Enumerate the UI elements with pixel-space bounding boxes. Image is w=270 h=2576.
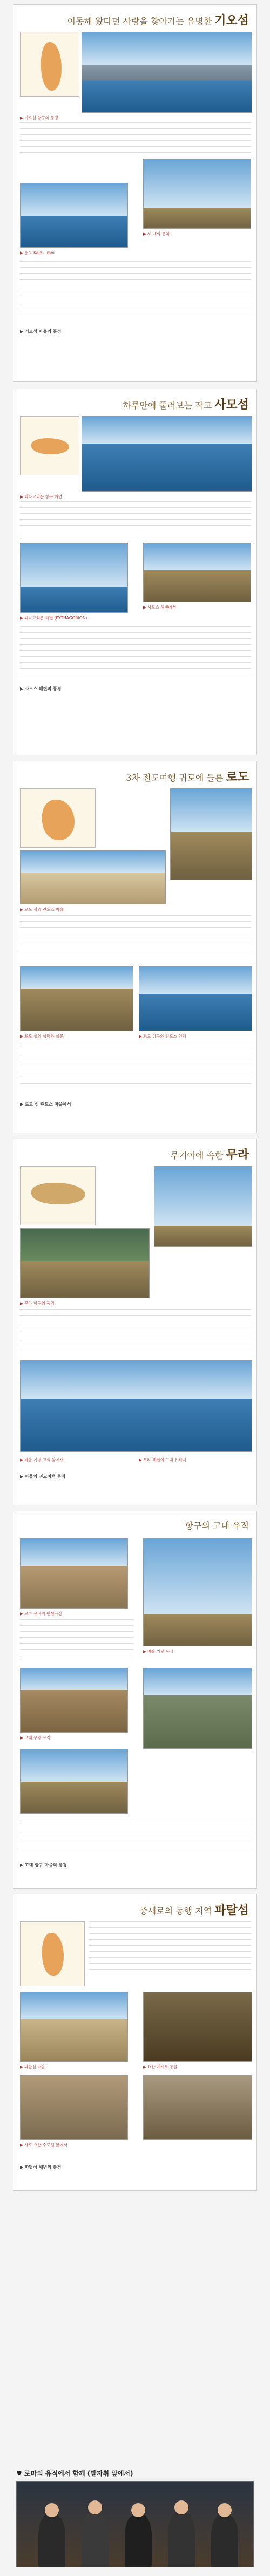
caption-3: ▶ 로도 항구와 린도스 언덕	[139, 1034, 186, 1039]
section-1	[13, 4, 257, 382]
section-3	[13, 761, 257, 1133]
caption-2: ▶ 요한 계시록 동굴	[143, 2064, 178, 2069]
body-text-2	[20, 261, 251, 321]
title-prefix: 하루만에 둘러보는 작고	[123, 400, 212, 411]
section-5	[13, 1511, 257, 1889]
section-note: ▶ 사모스 해변의 풍경	[20, 686, 62, 691]
island-map	[20, 416, 79, 475]
title-main: 무라	[226, 1148, 249, 1162]
section-2	[13, 389, 257, 755]
section-note: ▶ 기오섬 마을의 풍경	[20, 329, 62, 334]
body-text-2	[20, 626, 251, 675]
island-map	[20, 32, 79, 97]
coast-photo	[20, 1360, 252, 1452]
caption-1: ▶ 무라 항구의 풍경	[20, 1301, 55, 1306]
title-main: 로도	[226, 770, 249, 784]
body-text-1	[20, 122, 251, 155]
title-main: 기오섬	[214, 13, 249, 28]
title-prefix: 항구의 고대 유적	[185, 1521, 249, 1531]
town-photo	[20, 850, 166, 904]
title-prefix: 이동해 왔다던 사랑을 찾아가는 유명한	[67, 16, 212, 26]
caption-2: ▶ 피타고리온 해변 (PYTHAGORION)	[20, 616, 87, 621]
sailboat-photo	[20, 543, 128, 613]
title-prefix: 루기아에 속한	[170, 1150, 224, 1161]
body-text-2	[20, 1819, 251, 1851]
title-prefix: 3차 전도여행 귀로에 들른	[126, 773, 224, 783]
harbor-photo	[139, 966, 252, 1031]
windmill-photo	[143, 159, 251, 229]
section-3-title	[14, 768, 257, 785]
title-main: 파탈섬	[214, 1903, 249, 1917]
caption-2: ▶ 고대 무덤 유적	[20, 1735, 51, 1740]
section-6	[13, 1894, 257, 2191]
section-5-title	[14, 1518, 257, 1532]
caption-3: ▶ 세 개의 풍차	[143, 231, 170, 236]
body-text-1	[20, 1619, 133, 1662]
body-text-1	[20, 915, 251, 953]
ruins-photo	[20, 1538, 128, 1609]
section-2-title	[14, 396, 257, 412]
body-text-1	[20, 1309, 251, 1352]
caption-3: ▶ 사도 요한 수도원 앞에서	[20, 2143, 68, 2148]
region-map	[20, 1166, 96, 1225]
road-photo	[20, 1749, 128, 1814]
cave-photo	[143, 1992, 252, 2062]
beach-photo	[143, 543, 251, 602]
caption-1: ▶ 로도 섬의 린도스 마을	[20, 907, 64, 912]
statue-photo	[154, 1166, 252, 1247]
section-6-title	[14, 1901, 257, 1918]
statue-photo	[143, 1538, 252, 1646]
caption-3: ▶ 사모스 해변에서	[143, 605, 177, 610]
caption-1: ▶ 피타고리온 항구 해변	[20, 494, 63, 499]
body-text-2	[20, 1042, 251, 1085]
title-prefix: 중세로의 동행 지역	[139, 1906, 212, 1916]
section-1-title	[14, 11, 257, 28]
body-text-1	[20, 501, 251, 539]
monastery-photo	[20, 1992, 128, 2062]
section-4	[13, 1139, 257, 1505]
section-note: ▶ 바울의 선교여행 흔적	[20, 1474, 66, 1479]
caption-1: ▶ 로마 유적지 원형극장	[20, 1611, 63, 1616]
harbor-windmills-photo	[20, 183, 128, 248]
couple-photo	[20, 1228, 150, 1298]
caption-2: ▶ 풍차 Kalo Limni	[20, 250, 55, 255]
section-note: ▶ 파탈섬 해변의 풍경	[20, 2165, 62, 2170]
caption-3: ▶ 무라 해변의 고대 유적지	[139, 1457, 186, 1462]
panorama-photo	[82, 32, 252, 113]
group-night-photo	[16, 2481, 254, 2567]
section-note: ▶ 고대 항구 마을의 풍경	[20, 1863, 67, 1868]
caption-2: ▶ 로도 성의 성벽과 성문	[20, 1034, 64, 1039]
caption-2: ▶ 바울 기념 교회 앞에서	[20, 1457, 64, 1462]
island-map	[20, 788, 96, 848]
group-photo	[20, 966, 133, 1031]
bottom-title: ♥ 로마의 유적에서 함께 (발자취 앞에서)	[16, 2470, 133, 2477]
island-map	[20, 1921, 85, 1986]
couple-photo	[170, 788, 252, 880]
section-4-title	[14, 1146, 257, 1162]
group-photo	[20, 2075, 128, 2140]
caption-1: ▶ 파탈섬 마을	[20, 2064, 45, 2069]
panorama-photo	[82, 416, 252, 492]
caption-3: ▶ 바울 기념 동상	[143, 1649, 174, 1654]
section-note: ▶ 로도 섬 린도스 마을에서	[20, 1102, 71, 1107]
title-main: 사모섬	[214, 398, 249, 412]
body-text-1	[89, 1921, 251, 1975]
caption-1: ▶ 기오섬 항구와 풍경	[20, 115, 58, 120]
tomb-photo	[20, 1668, 128, 1733]
group-photo-2	[143, 2075, 252, 2140]
valley-photo	[143, 1668, 252, 1749]
